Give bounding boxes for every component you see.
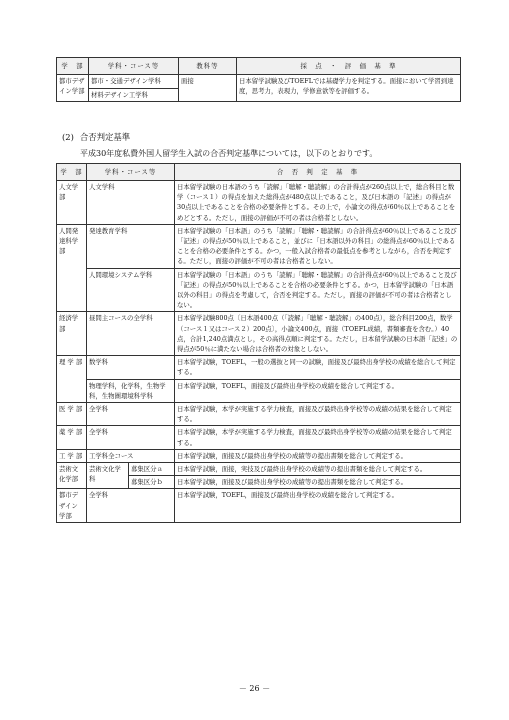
judgement-criteria-table	[56, 163, 461, 523]
section-number: (2)	[62, 132, 74, 142]
table-row	[57, 489, 461, 523]
department-cell: 物理学科，化学科，生物学科，生物圏環境科学科	[87, 379, 175, 402]
department-cell: 工学科全コース	[87, 449, 175, 462]
header-subject: 教科等	[179, 58, 237, 75]
department-cell: 昼間主コースの全学科	[87, 312, 175, 356]
faculty-cell: 都市デザイン学部	[57, 75, 89, 102]
faculty-cell: 工 学 部	[57, 449, 87, 462]
department-cell: 都市・交通デザイン学科	[89, 75, 179, 89]
criteria-cell: 日本留学試験800点〔日本語400点（「読解」「聴解・聴読解」の400点），総合科目200点，数学（コース１又はコース２）200点〕，小論文400点，面接（TOEFL成績，書類審査を含む。）40点，合計1,240点満点とし，その高得点順に判定する。ただし，日本留学試験の日本語「記述」の得点が50％に満たない場合は合格者の対象としない。	[175, 312, 461, 356]
subject-cell: 面接	[179, 75, 237, 102]
table-row	[57, 75, 461, 89]
criteria-cell: 日本留学試験の日本語のうち「読解」「聴解・聴読解」の合計得点が260点以上で，総合科目と数学（コース１）の得点を加えた総得点が480点以上であること，及び日本語の「記述」の得点が30点以上であることを合格の必要条件とする。その上で，小論文の得点が60％以上であることをめどとする。ただし，面接の評価が不可の者は合格者としない。	[175, 181, 461, 225]
faculty-cell: 人文学部	[57, 181, 87, 225]
header-criteria: 採 点 ・ 評 価 基 準	[237, 58, 461, 75]
table-row	[57, 268, 461, 312]
department-cell: 数学科	[87, 356, 175, 379]
department-cell: 全学科	[87, 403, 175, 426]
table-row	[57, 403, 461, 426]
recruitment-category-cell: 募集区分ａ	[129, 463, 175, 476]
table-row	[57, 224, 461, 268]
department-cell: 発達教育学科	[87, 224, 175, 268]
criteria-cell: 日本留学試験，本学が実施する学力検査，面接及び最終出身学校等の成績の結果を総合して判定する。	[175, 403, 461, 426]
page-number: － 26 －	[238, 684, 271, 693]
department-cell: 材料デザイン工学科	[89, 88, 179, 101]
section-heading	[62, 131, 130, 143]
table-row	[57, 181, 461, 225]
faculty-cell: 人間発達科学部	[57, 224, 87, 312]
department-cell: 全学科	[87, 489, 175, 523]
evaluation-table	[56, 57, 461, 102]
header-faculty: 学 部	[57, 58, 89, 75]
header-department: 学科・コース等	[87, 164, 175, 181]
faculty-cell: 理 学 部	[57, 356, 87, 403]
table-row	[57, 312, 461, 356]
header-criteria: 合 否 判 定 基 準	[175, 164, 461, 181]
header-faculty: 学 部	[57, 164, 87, 181]
intro-text: 平成30年度私費外国人留学生入試の合否判定基準については，以下のとおりです。	[80, 149, 378, 158]
table-row	[57, 426, 461, 449]
table-row	[57, 379, 461, 402]
department-cell: 全学科	[87, 426, 175, 449]
recruitment-category-cell: 募集区分ｂ	[129, 476, 175, 489]
criteria-cell: 日本留学試験，TOEFL，面接及び最終出身学校の成績を総合して判定する。	[175, 379, 461, 402]
criteria-cell: 日本留学試験，本学が実施する学力検査，面接及び最終出身学校等の成績の結果を総合して判定する。	[175, 426, 461, 449]
header-department: 学科・コース等	[89, 58, 179, 75]
table-row	[57, 463, 461, 476]
criteria-cell: 日本留学試験，面接及び最終出身学校の成績等の提出書類を総合して判定する。	[175, 476, 461, 489]
faculty-cell: 薬 学 部	[57, 426, 87, 449]
faculty-cell: 芸術文化学部	[57, 463, 87, 489]
table-row	[57, 356, 461, 379]
table-header-row	[57, 164, 461, 181]
faculty-cell: 医 学 部	[57, 403, 87, 426]
section-title: 合否判定基準	[79, 132, 131, 142]
department-cell: 人間環境システム学科	[87, 268, 175, 312]
department-cell: 芸術文化学科	[87, 463, 129, 489]
criteria-cell: 日本留学試験，面接及び最終出身学校の成績等の提出書類を総合して判定する。	[175, 449, 461, 462]
department-cell: 人文学科	[87, 181, 175, 225]
criteria-cell: 日本留学試験の「日本語」のうち「読解」「聴解・聴読解」の合計得点が60％以上であること及び「記述」の得点が50％以上であること，並びに「日本語以外の科目」の総得点が60％以上であることを合格の必要条件とする。かつ，一般入試合格者の最低点を参考としながら，合否を判定する。ただし，面接の評価が不可の者は合格者としない。	[175, 224, 461, 268]
table-header-row	[57, 58, 461, 75]
faculty-cell: 都市デザイン学部	[57, 489, 87, 523]
criteria-cell: 日本留学試験及びTOEFLでは基礎学力を判定する。面接において学習到達度，思考力，表現力，学修意欲等を評価する。	[237, 75, 461, 102]
criteria-cell: 日本留学試験，TOEFL，面接及び最終出身学校の成績を総合して判定する。	[175, 489, 461, 523]
table-row	[57, 449, 461, 462]
criteria-cell: 日本留学試験，TOEFL，一般の選抜と同一の試験，面接及び最終出身学校の成績を総合して判定する。	[175, 356, 461, 379]
criteria-cell: 日本留学試験の「日本語」のうち「読解」「聴解・聴読解」の合計得点が60％以上であること及び「記述」の得点が50％以上であることを合格の必要条件とする。かつ，日本留学試験の「日本語以外の科目」の得点を考慮して，合否を判定する。ただし，面接の評価が不可の者は合格者としない。	[175, 268, 461, 312]
faculty-cell: 経済学部	[57, 312, 87, 356]
criteria-cell: 日本留学試験，面接，実技及び最終出身学校の成績等の提出書類を総合して判定する。	[175, 463, 461, 476]
